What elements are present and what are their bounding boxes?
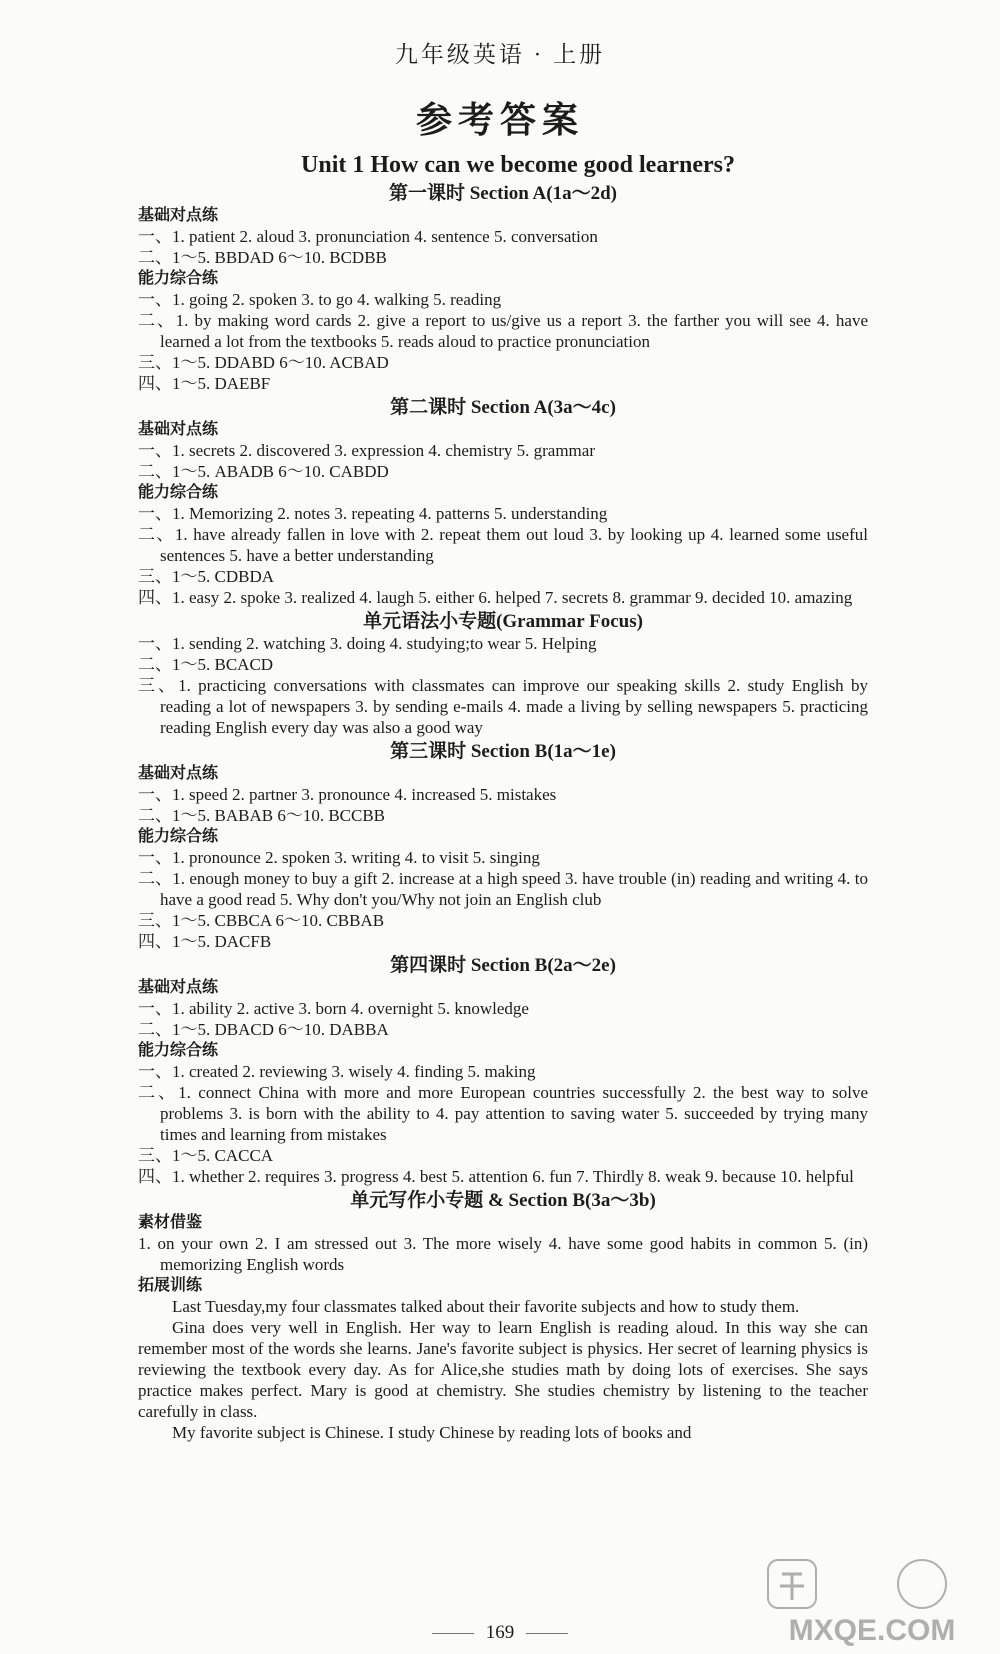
answer-line: 一、1. going 2. spoken 3. to go 4. walking 5. reading — [138, 290, 502, 309]
lesson-heading: 第一课时 Section A(1a～2d) — [388, 183, 617, 204]
lesson-heading: 单元语法小专题(Grammar Focus) — [363, 611, 643, 632]
category-label: 素材借鉴 — [138, 1214, 203, 1231]
answer-line: 三、1. practicing conversations with classmates can improve our speaking skills 2. study English by reading a lot of newspapers 3. by sending e-mails 4. made a living by selling newspapers 5. practicing reading English every day was also a good way — [138, 676, 868, 737]
essay-paragraph: Last Tuesday,my four classmates talked about their favorite subjects and how to study them. — [172, 1297, 800, 1316]
watermark-logo — [762, 1556, 982, 1646]
answer-line: 三、1～5. CDBDA — [138, 567, 275, 586]
running-header: 九年级英语 · 上册 — [394, 42, 606, 67]
unit-title: Unit 1 How can we become good learners? — [301, 152, 735, 178]
answer-line: 二、1. enough money to buy a gift 2. increase at a high speed 3. have trouble (in) reading and writing 4. to have a good read 5. Why don't you/Why not join an English club — [138, 869, 868, 909]
answer-line: 三、1～5. CBBCA 6～10. CBBAB — [138, 911, 385, 930]
answer-line: 二、1～5. BABAB 6～10. BCCBB — [138, 806, 386, 825]
answer-line: 一、1. speed 2. partner 3. pronounce 4. increased 5. mistakes — [138, 785, 557, 804]
essay-paragraph: My favorite subject is Chinese. I study Chinese by reading lots of books and — [172, 1423, 692, 1442]
page-number: 169 — [485, 1622, 515, 1643]
lesson-heading: 第三课时 Section B(1a～1e) — [390, 741, 616, 762]
answer-line: 二、1～5. DBACD 6～10. DABBA — [138, 1020, 389, 1039]
answer-line: 二、1～5. ABADB 6～10. CABDD — [138, 462, 389, 481]
answer-line: 三、1～5. CACCA — [138, 1146, 274, 1165]
answer-line: 二、1～5. BCACD — [138, 655, 274, 674]
answer-line: 一、1. secrets 2. discovered 3. expression 4. chemistry 5. grammar — [138, 441, 595, 460]
answer-content — [138, 150, 868, 1443]
answer-line: 一、1. sending 2. watching 3. doing 4. studying;to wear 5. Helping — [138, 634, 597, 653]
answer-line: 二、1. connect China with more and more European countries successfully 2. the best way to solve problems 3. is born with the ability to 4. pay attention to saving water 5. succeeded by trying many times and learning from mistakes — [138, 1083, 868, 1144]
answer-line: 二、1. by making word cards 2. give a report to us/give us a report 3. the farther you will see 4. have learned a lot from the textbooks 5. reads aloud to practice pronunciation — [138, 311, 868, 351]
category-label: 能力综合练 — [138, 484, 219, 501]
answer-line: 一、1. patient 2. aloud 3. pronunciation 4. sentence 5. conversation — [138, 227, 598, 246]
category-label: 拓展训练 — [138, 1277, 203, 1294]
answer-line: 四、1～5. DAEBF — [138, 374, 271, 393]
footer-dash-left — [432, 1633, 474, 1634]
lesson-heading: 单元写作小专题 & Section B(3a～3b) — [350, 1190, 656, 1211]
answer-line: 四、1. whether 2. requires 3. progress 4. best 5. attention 6. fun 7. Thirdly 8. weak 9. because 10. helpful — [138, 1167, 854, 1186]
answer-line: 1. on your own 2. I am stressed out 3. The more wisely 4. have some good habits in common 5. (in) memorizing English words — [138, 1234, 868, 1274]
lesson-heading: 第四课时 Section B(2a～2e) — [390, 955, 616, 976]
essay-paragraph: Gina does very well in English. Her way to learn English is reading aloud. In this way she can remember most of the words she learns. Jane's favorite subject is physics. Her secret of learning physics is reviewing the textbook every day. As for Alice,she studies math by doing lots of exercises. She says practice makes perfect. Mary is good at chemistry. She studies chemistry by listening to the teacher carefully in class. — [138, 1318, 868, 1421]
answer-line: 一、1. ability 2. active 3. born 4. overnight 5. knowledge — [138, 999, 529, 1018]
answer-line: 一、1. created 2. reviewing 3. wisely 4. finding 5. making — [138, 1062, 536, 1081]
svg-text:MXQE.COM: MXQE.COM — [788, 1614, 956, 1646]
answer-line: 四、1～5. DACFB — [138, 932, 272, 951]
category-label: 基础对点练 — [138, 765, 219, 782]
category-label: 能力综合练 — [138, 828, 219, 845]
answer-line: 三、1～5. DDABD 6～10. ACBAD — [138, 353, 389, 372]
category-label: 能力综合练 — [138, 1042, 219, 1059]
answer-line: 二、1. have already fallen in love with 2. repeat them out loud 3. by looking up 4. learned some useful sentences 5. have a better understanding — [138, 525, 868, 565]
category-label: 能力综合练 — [138, 270, 219, 287]
lesson-heading: 第二课时 Section A(3a～4c) — [390, 397, 616, 418]
answer-line: 二、1～5. BBDAD 6～10. BCDBB — [138, 248, 387, 267]
page-title: 参考答案 — [415, 100, 584, 140]
answer-line: 一、1. pronounce 2. spoken 3. writing 4. to visit 5. singing — [138, 848, 540, 867]
footer-dash-right — [526, 1633, 568, 1634]
category-label: 基础对点练 — [138, 207, 219, 224]
category-label: 基础对点练 — [138, 421, 219, 438]
answer-line: 一、1. Memorizing 2. notes 3. repeating 4. patterns 5. understanding — [138, 504, 608, 523]
answer-line: 四、1. easy 2. spoke 3. realized 4. laugh 5. either 6. helped 7. secrets 8. grammar 9. decided 10. amazing — [138, 588, 853, 607]
category-label: 基础对点练 — [138, 979, 219, 996]
